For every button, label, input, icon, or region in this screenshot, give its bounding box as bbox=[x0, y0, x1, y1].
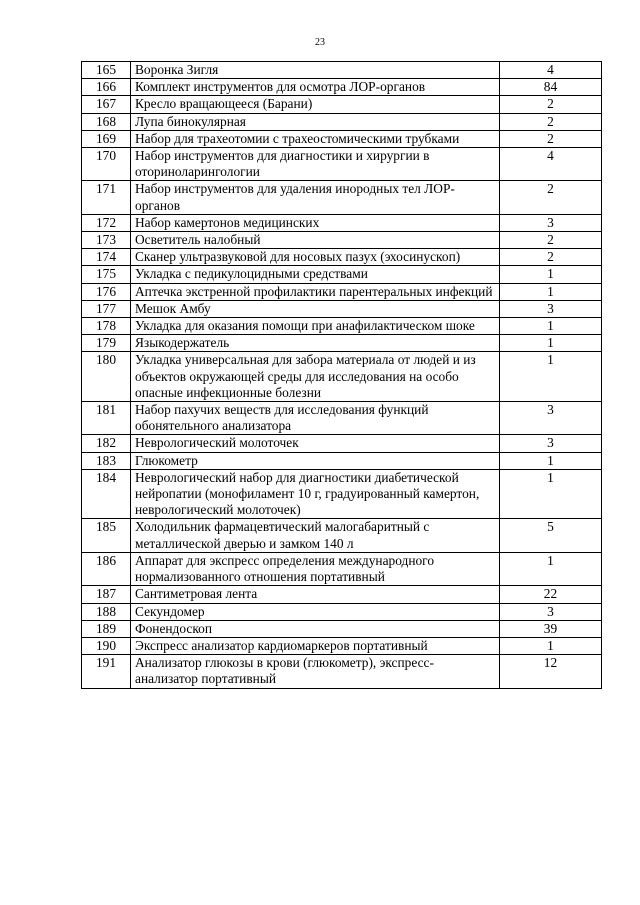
table-row bbox=[82, 300, 602, 317]
row-number: 170 bbox=[82, 148, 131, 181]
item-quantity: 4 bbox=[500, 62, 602, 79]
item-quantity: 22 bbox=[500, 586, 602, 603]
row-number: 186 bbox=[82, 552, 131, 585]
item-name: Набор для трахеотомии с трахеостомическими трубками bbox=[131, 130, 500, 147]
item-name: Холодильник фармацевтический малогабаритный с металлической дверью и замком 140 л bbox=[131, 519, 500, 552]
item-name: Сканер ультразвуковой для носовых пазух (эхосинускоп) bbox=[131, 249, 500, 266]
item-quantity: 1 bbox=[500, 335, 602, 352]
row-number: 190 bbox=[82, 637, 131, 654]
item-quantity: 1 bbox=[500, 318, 602, 335]
item-quantity: 4 bbox=[500, 148, 602, 181]
item-name: Набор пахучих веществ для исследования функций обонятельного анализатора bbox=[131, 402, 500, 435]
table-row bbox=[82, 655, 602, 688]
row-number: 175 bbox=[82, 266, 131, 283]
item-name: Языкодержатель bbox=[131, 335, 500, 352]
item-quantity: 1 bbox=[500, 452, 602, 469]
row-number: 188 bbox=[82, 603, 131, 620]
item-quantity: 3 bbox=[500, 435, 602, 452]
row-number: 173 bbox=[82, 232, 131, 249]
item-name: Мешок Амбу bbox=[131, 300, 500, 317]
row-number: 172 bbox=[82, 214, 131, 231]
item-name: Комплект инструментов для осмотра ЛОР-органов bbox=[131, 79, 500, 96]
item-quantity: 2 bbox=[500, 130, 602, 147]
row-number: 184 bbox=[82, 469, 131, 519]
table-row bbox=[82, 113, 602, 130]
item-name: Аппарат для экспресс определения международного нормализованного отношения портативный bbox=[131, 552, 500, 585]
row-number: 180 bbox=[82, 352, 131, 402]
item-quantity: 5 bbox=[500, 519, 602, 552]
item-name: Укладка универсальная для забора материала от людей и из объектов окружающей среды для исследования на особо опасные инфекционные болезни bbox=[131, 352, 500, 402]
equipment-table-body bbox=[82, 62, 602, 689]
row-number: 168 bbox=[82, 113, 131, 130]
item-name: Анализатор глюкозы в крови (глюкометр), экспресс-анализатор портативный bbox=[131, 655, 500, 688]
item-quantity: 2 bbox=[500, 113, 602, 130]
row-number: 166 bbox=[82, 79, 131, 96]
item-name: Глюкометр bbox=[131, 452, 500, 469]
table-row bbox=[82, 214, 602, 231]
item-quantity: 3 bbox=[500, 214, 602, 231]
equipment-table bbox=[81, 61, 602, 689]
item-name: Укладка для оказания помощи при анафилактическом шоке bbox=[131, 318, 500, 335]
row-number: 179 bbox=[82, 335, 131, 352]
item-quantity: 2 bbox=[500, 249, 602, 266]
row-number: 183 bbox=[82, 452, 131, 469]
item-name: Фонендоскоп bbox=[131, 620, 500, 637]
table-row bbox=[82, 352, 602, 402]
row-number: 167 bbox=[82, 96, 131, 113]
item-name: Набор камертонов медицинских bbox=[131, 214, 500, 231]
item-name: Воронка Зигля bbox=[131, 62, 500, 79]
row-number: 165 bbox=[82, 62, 131, 79]
table-row bbox=[82, 62, 602, 79]
item-name: Экспресс анализатор кардиомаркеров портативный bbox=[131, 637, 500, 654]
table-row bbox=[82, 637, 602, 654]
item-name: Аптечка экстренной профилактики парентеральных инфекций bbox=[131, 283, 500, 300]
item-name: Осветитель налобный bbox=[131, 232, 500, 249]
item-name: Секундомер bbox=[131, 603, 500, 620]
table-row bbox=[82, 620, 602, 637]
item-quantity: 3 bbox=[500, 603, 602, 620]
table-row bbox=[82, 283, 602, 300]
item-quantity: 1 bbox=[500, 266, 602, 283]
item-name: Неврологический молоточек bbox=[131, 435, 500, 452]
item-name: Укладка с педикулоцидными средствами bbox=[131, 266, 500, 283]
item-quantity: 1 bbox=[500, 352, 602, 402]
table-row bbox=[82, 469, 602, 519]
item-quantity: 1 bbox=[500, 283, 602, 300]
item-quantity: 1 bbox=[500, 552, 602, 585]
row-number: 191 bbox=[82, 655, 131, 688]
row-number: 178 bbox=[82, 318, 131, 335]
row-number: 187 bbox=[82, 586, 131, 603]
table-row bbox=[82, 519, 602, 552]
item-name: Кресло вращающееся (Барани) bbox=[131, 96, 500, 113]
table-row bbox=[82, 232, 602, 249]
table-row bbox=[82, 552, 602, 585]
table-row bbox=[82, 335, 602, 352]
item-quantity: 3 bbox=[500, 402, 602, 435]
row-number: 169 bbox=[82, 130, 131, 147]
table-row bbox=[82, 603, 602, 620]
row-number: 181 bbox=[82, 402, 131, 435]
table-row bbox=[82, 452, 602, 469]
table-row bbox=[82, 79, 602, 96]
page-number: 23 bbox=[315, 37, 325, 48]
item-name: Неврологический набор для диагностики диабетической нейропатии (монофиламент 10 г, градуированный камертон, неврологический молоточек) bbox=[131, 469, 500, 519]
table-row bbox=[82, 96, 602, 113]
row-number: 185 bbox=[82, 519, 131, 552]
item-name: Сантиметровая лента bbox=[131, 586, 500, 603]
table-row bbox=[82, 266, 602, 283]
item-quantity: 84 bbox=[500, 79, 602, 96]
table-row bbox=[82, 318, 602, 335]
table-row bbox=[82, 435, 602, 452]
row-number: 176 bbox=[82, 283, 131, 300]
table-row bbox=[82, 130, 602, 147]
item-name: Набор инструментов для удаления инородных тел ЛОР-органов bbox=[131, 181, 500, 214]
row-number: 171 bbox=[82, 181, 131, 214]
item-quantity: 2 bbox=[500, 181, 602, 214]
table-row bbox=[82, 586, 602, 603]
item-name: Набор инструментов для диагностики и хирургии в оториноларингологии bbox=[131, 148, 500, 181]
row-number: 182 bbox=[82, 435, 131, 452]
item-quantity: 2 bbox=[500, 96, 602, 113]
table-row bbox=[82, 181, 602, 214]
table-row bbox=[82, 402, 602, 435]
table-row bbox=[82, 249, 602, 266]
item-quantity: 1 bbox=[500, 637, 602, 654]
item-quantity: 39 bbox=[500, 620, 602, 637]
row-number: 177 bbox=[82, 300, 131, 317]
item-quantity: 12 bbox=[500, 655, 602, 688]
row-number: 174 bbox=[82, 249, 131, 266]
item-quantity: 3 bbox=[500, 300, 602, 317]
item-quantity: 1 bbox=[500, 469, 602, 519]
item-quantity: 2 bbox=[500, 232, 602, 249]
item-name: Лупа бинокулярная bbox=[131, 113, 500, 130]
table-row bbox=[82, 148, 602, 181]
row-number: 189 bbox=[82, 620, 131, 637]
